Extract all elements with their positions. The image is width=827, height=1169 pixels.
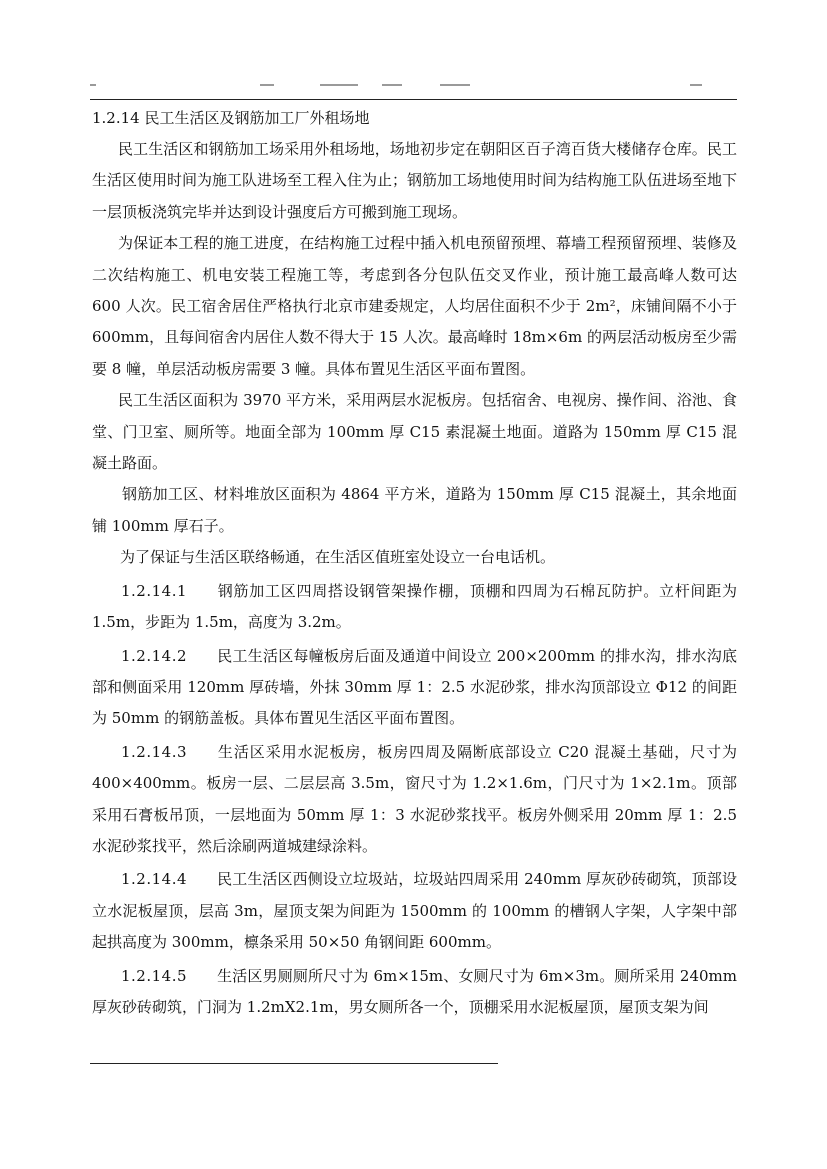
- header-mark: [320, 84, 358, 86]
- item-number: 1.2.14.4: [121, 870, 188, 889]
- item-text: 民工生活区西侧设立垃圾站，垃圾站四周采用 240mm 厚灰砂砖砌筑，顶部设立水泥板屋顶，层高 3m，屋顶支架为间距为 1500mm 的 100mm 的槽钢人字架，人字架中部起拱高度为 300mm，檩条采用 50×50 角钢间距 600mm。: [92, 870, 737, 952]
- header-mark: [440, 84, 470, 86]
- page-header: [90, 76, 737, 98]
- header-mark: [90, 84, 96, 86]
- numbered-item: [92, 641, 737, 735]
- numbered-item: [92, 961, 737, 1024]
- document-body: [92, 134, 737, 1023]
- paragraph: 民工生活区面积为 3970 平方米，采用两层水泥板房。包括宿舍、电视房、操作间、浴池、食堂、门卫室、厕所等。地面全部为 100mm 厚 C15 素混凝土地面。道路为 150mm 厚 C15 混凝土路面。: [92, 391, 737, 473]
- header-mark: [382, 84, 402, 86]
- numbered-item: [92, 576, 737, 639]
- item-text: 生活区男厕厕所尺寸为 6m×15m、女厕尺寸为 6m×3m。厕所采用 240mm 厚灰砂砖砌筑，门洞为 1.2mX2.1m，男女厕所各一个，顶棚采用水泥板屋顶，屋顶支架为间: [92, 966, 737, 1016]
- item-number: 1.2.14.3: [121, 742, 188, 761]
- item-text: 民工生活区每幢板房后面及通道中间设立 200×200mm 的排水沟，排水沟底部和侧面采用 120mm 厚砖墙，外抹 30mm 厚 1：2.5 水泥砂浆，排水沟顶部设立 Φ12 的间距为 50mm 的钢筋盖板。具体布置见生活区平面布置图。: [92, 646, 737, 728]
- numbered-item: [92, 864, 737, 958]
- item-number: 1.2.14.5: [121, 966, 188, 985]
- item-text: 钢筋加工区四周搭设钢管架操作棚，顶棚和四周为石棉瓦防护。立杆间距为 1.5m，步距为 1.5m，高度为 3.2m。: [92, 581, 737, 632]
- item-text: 生活区采用水泥板房，板房四周及隔断底部设立 C20 混凝土基础，尺寸为 400×400mm。板房一层、二层层高 3.5m，窗尺寸为 1.2×1.6m，门尺寸为 1×2.1m。顶部采用石膏板吊顶，一层地面为 50mm 厚 1：3 水泥砂浆找平。板房外侧采用 20mm 厚 1：2.5 水泥砂浆找平，然后涂刷两道城建绿涂料。: [92, 742, 737, 855]
- numbered-item: [92, 737, 737, 863]
- header-mark: [260, 84, 274, 86]
- header-mark: [690, 84, 702, 86]
- paragraph: 为保证本工程的施工进度，在结构施工过程中插入机电预留预埋、幕墙工程预留预埋、装修及二次结构施工、机电安装工程施工等，考虑到各分包队伍交叉作业，预计施工最高峰人数可达 600 人次。民工宿舍居住严格执行北京市建委规定，人均居住面积不少于 2m²，床铺间隔不小于 600mm，且每间宿舍内居住人数不得大于 15 人次。最高峰时 18m×6m 的两层活动板房至少需要 8 幢，单层活动板房需要 3 幢。具体布置见生活区平面布置图。: [92, 234, 737, 378]
- paragraph: 民工生活区和钢筋加工场采用外租场地，场地初步定在朝阳区百子湾百货大楼储存仓库。民工生活区使用时间为施工队进场至工程入住为止；钢筋加工场地使用时间为结构施工队伍进场至地下一层顶板浇筑完毕并达到设计强度后方可搬到施工现场。: [92, 140, 738, 221]
- paragraph: 为了保证与生活区联络畅通，在生活区值班室处设立一台电话机。: [120, 548, 556, 567]
- paragraph: 钢筋加工区、材料堆放区面积为 4864 平方米，道路为 150mm 厚 C15 混凝土，其余地面铺 100mm 厚石子。: [92, 485, 737, 535]
- item-number: 1.2.14.1: [121, 581, 188, 600]
- header-rule: [90, 99, 737, 100]
- footer-rule: [90, 1063, 498, 1064]
- section-heading: 1.2.14 民工生活区及钢筋加工厂外租场地: [92, 109, 370, 127]
- item-number: 1.2.14.2: [121, 646, 188, 665]
